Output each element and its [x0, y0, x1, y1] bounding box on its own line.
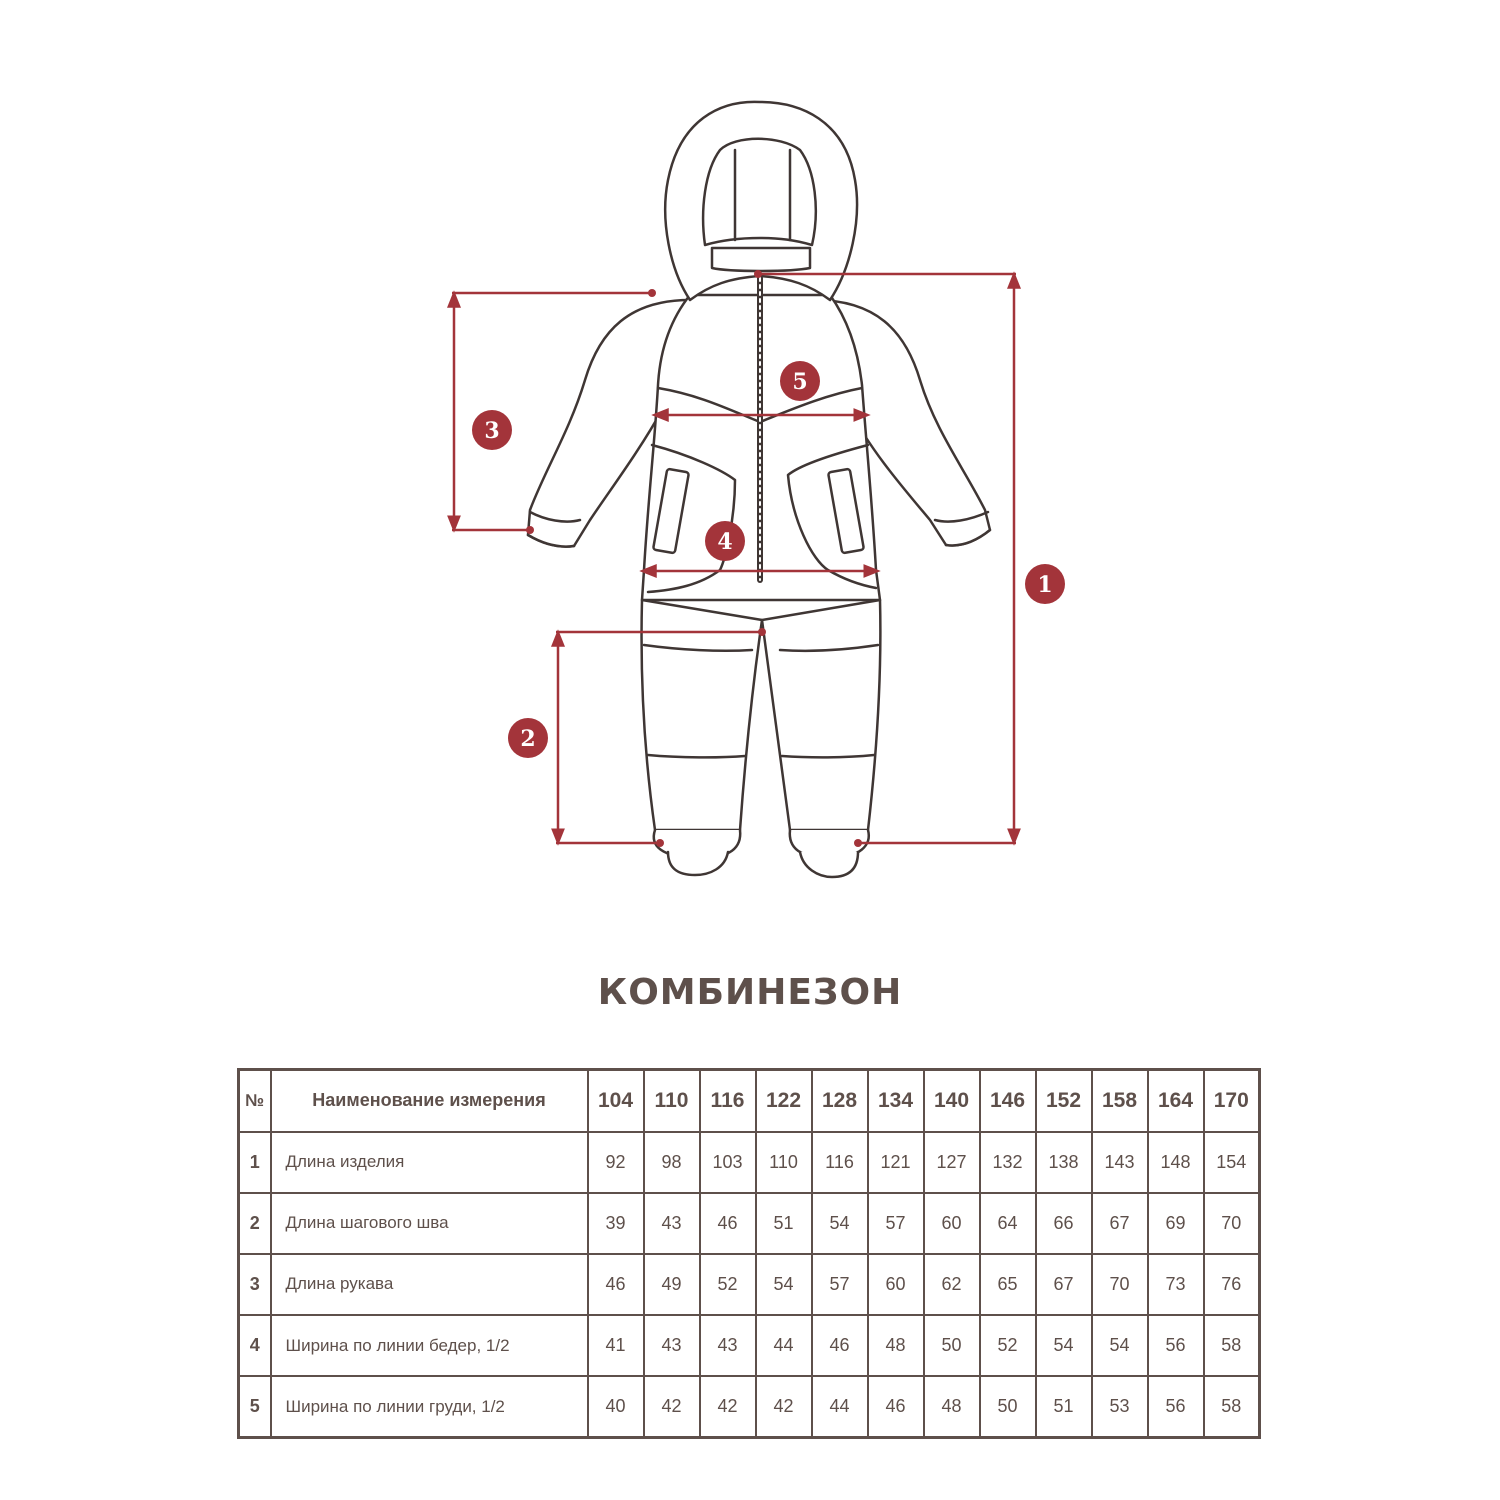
- size-value-cell: 49: [644, 1254, 700, 1315]
- size-value-cell: 44: [756, 1315, 812, 1376]
- size-value-cell: 54: [756, 1254, 812, 1315]
- size-value-cell: 43: [700, 1315, 756, 1376]
- header-size: 116: [700, 1070, 756, 1132]
- size-value-cell: 52: [700, 1254, 756, 1315]
- header-size: 104: [588, 1070, 644, 1132]
- header-number: №: [239, 1070, 271, 1132]
- row-number: 5: [239, 1376, 271, 1437]
- size-value-cell: 39: [588, 1193, 644, 1254]
- size-value-cell: 121: [868, 1132, 924, 1193]
- row-number: 3: [239, 1254, 271, 1315]
- header-size: 170: [1204, 1070, 1260, 1132]
- header-size: 158: [1092, 1070, 1148, 1132]
- table-body: [239, 1132, 1260, 1438]
- size-value-cell: 51: [1036, 1376, 1092, 1437]
- size-value-cell: 103: [700, 1132, 756, 1193]
- marker-5: [780, 361, 820, 401]
- size-value-cell: 43: [644, 1315, 700, 1376]
- svg-text:5: 5: [792, 369, 808, 395]
- size-value-cell: 62: [924, 1254, 980, 1315]
- left-foot: [668, 852, 728, 875]
- size-value-cell: 60: [868, 1254, 924, 1315]
- marker-3: [472, 410, 512, 450]
- row-measure-name: Ширина по линии груди, 1/2: [271, 1376, 588, 1437]
- marker-2: [508, 718, 548, 758]
- marker-4: [705, 521, 745, 561]
- size-value-cell: 70: [1204, 1193, 1260, 1254]
- size-value-cell: 143: [1092, 1132, 1148, 1193]
- size-value-cell: 54: [1092, 1315, 1148, 1376]
- header-size: 128: [812, 1070, 868, 1132]
- size-value-cell: 154: [1204, 1132, 1260, 1193]
- size-value-cell: 43: [644, 1193, 700, 1254]
- size-value-cell: 41: [588, 1315, 644, 1376]
- header-size: 164: [1148, 1070, 1204, 1132]
- size-value-cell: 48: [924, 1376, 980, 1437]
- size-value-cell: 57: [868, 1193, 924, 1254]
- size-value-cell: 60: [924, 1193, 980, 1254]
- size-value-cell: 67: [1092, 1193, 1148, 1254]
- size-value-cell: 116: [812, 1132, 868, 1193]
- size-value-cell: 138: [1036, 1132, 1092, 1193]
- size-value-cell: 98: [644, 1132, 700, 1193]
- size-value-cell: 127: [924, 1132, 980, 1193]
- header-size: 152: [1036, 1070, 1092, 1132]
- size-value-cell: 53: [1092, 1376, 1148, 1437]
- header-size: 110: [644, 1070, 700, 1132]
- size-value-cell: 42: [756, 1376, 812, 1437]
- svg-text:2: 2: [520, 726, 536, 752]
- table-row: [239, 1315, 1260, 1376]
- size-value-cell: 54: [812, 1193, 868, 1254]
- size-value-cell: 66: [1036, 1193, 1092, 1254]
- left-leg: [642, 600, 762, 830]
- right-foot: [800, 852, 858, 877]
- right-leg: [762, 600, 880, 830]
- row-measure-name: Длина рукава: [271, 1254, 588, 1315]
- size-value-cell: 50: [980, 1376, 1036, 1437]
- size-value-cell: 73: [1148, 1254, 1204, 1315]
- size-value-cell: 52: [980, 1315, 1036, 1376]
- size-value-cell: 58: [1204, 1315, 1260, 1376]
- size-table: [237, 1068, 1261, 1439]
- size-value-cell: 42: [700, 1376, 756, 1437]
- header-measure-name: Наименование измерения: [271, 1070, 588, 1132]
- row-number: 2: [239, 1193, 271, 1254]
- header-size: 134: [868, 1070, 924, 1132]
- header-size: 140: [924, 1070, 980, 1132]
- jumpsuit-outline: [528, 102, 990, 877]
- size-value-cell: 69: [1148, 1193, 1204, 1254]
- size-value-cell: 56: [1148, 1315, 1204, 1376]
- size-value-cell: 70: [1092, 1254, 1148, 1315]
- size-value-cell: 44: [812, 1376, 868, 1437]
- size-value-cell: 92: [588, 1132, 644, 1193]
- size-value-cell: 40: [588, 1376, 644, 1437]
- table-row: [239, 1376, 1260, 1437]
- size-value-cell: 67: [1036, 1254, 1092, 1315]
- size-value-cell: 56: [1148, 1376, 1204, 1437]
- size-value-cell: 46: [812, 1315, 868, 1376]
- size-value-cell: 132: [980, 1132, 1036, 1193]
- page-title: КОМБИНЕЗОН: [597, 972, 903, 1013]
- marker-1: [1025, 564, 1065, 604]
- size-value-cell: 51: [756, 1193, 812, 1254]
- size-value-cell: 65: [980, 1254, 1036, 1315]
- table-row: [239, 1193, 1260, 1254]
- size-value-cell: 148: [1148, 1132, 1204, 1193]
- row-measure-name: Ширина по линии бедер, 1/2: [271, 1315, 588, 1376]
- size-value-cell: 57: [812, 1254, 868, 1315]
- size-value-cell: 48: [868, 1315, 924, 1376]
- row-number: 4: [239, 1315, 271, 1376]
- svg-text:3: 3: [484, 418, 500, 444]
- svg-text:4: 4: [717, 529, 733, 555]
- size-value-cell: 46: [588, 1254, 644, 1315]
- table-row: [239, 1254, 1260, 1315]
- row-number: 1: [239, 1132, 271, 1193]
- size-value-cell: 50: [924, 1315, 980, 1376]
- size-value-cell: 42: [644, 1376, 700, 1437]
- table-header-row: [239, 1070, 1260, 1132]
- size-value-cell: 64: [980, 1193, 1036, 1254]
- size-value-cell: 46: [700, 1193, 756, 1254]
- size-value-cell: 76: [1204, 1254, 1260, 1315]
- header-size: 122: [756, 1070, 812, 1132]
- row-measure-name: Длина изделия: [271, 1132, 588, 1193]
- size-value-cell: 46: [868, 1376, 924, 1437]
- header-size: 146: [980, 1070, 1036, 1132]
- size-value-cell: 54: [1036, 1315, 1092, 1376]
- row-measure-name: Длина шагового шва: [271, 1193, 588, 1254]
- size-value-cell: 110: [756, 1132, 812, 1193]
- svg-text:1: 1: [1037, 572, 1053, 598]
- size-value-cell: 58: [1204, 1376, 1260, 1437]
- table-row: [239, 1132, 1260, 1193]
